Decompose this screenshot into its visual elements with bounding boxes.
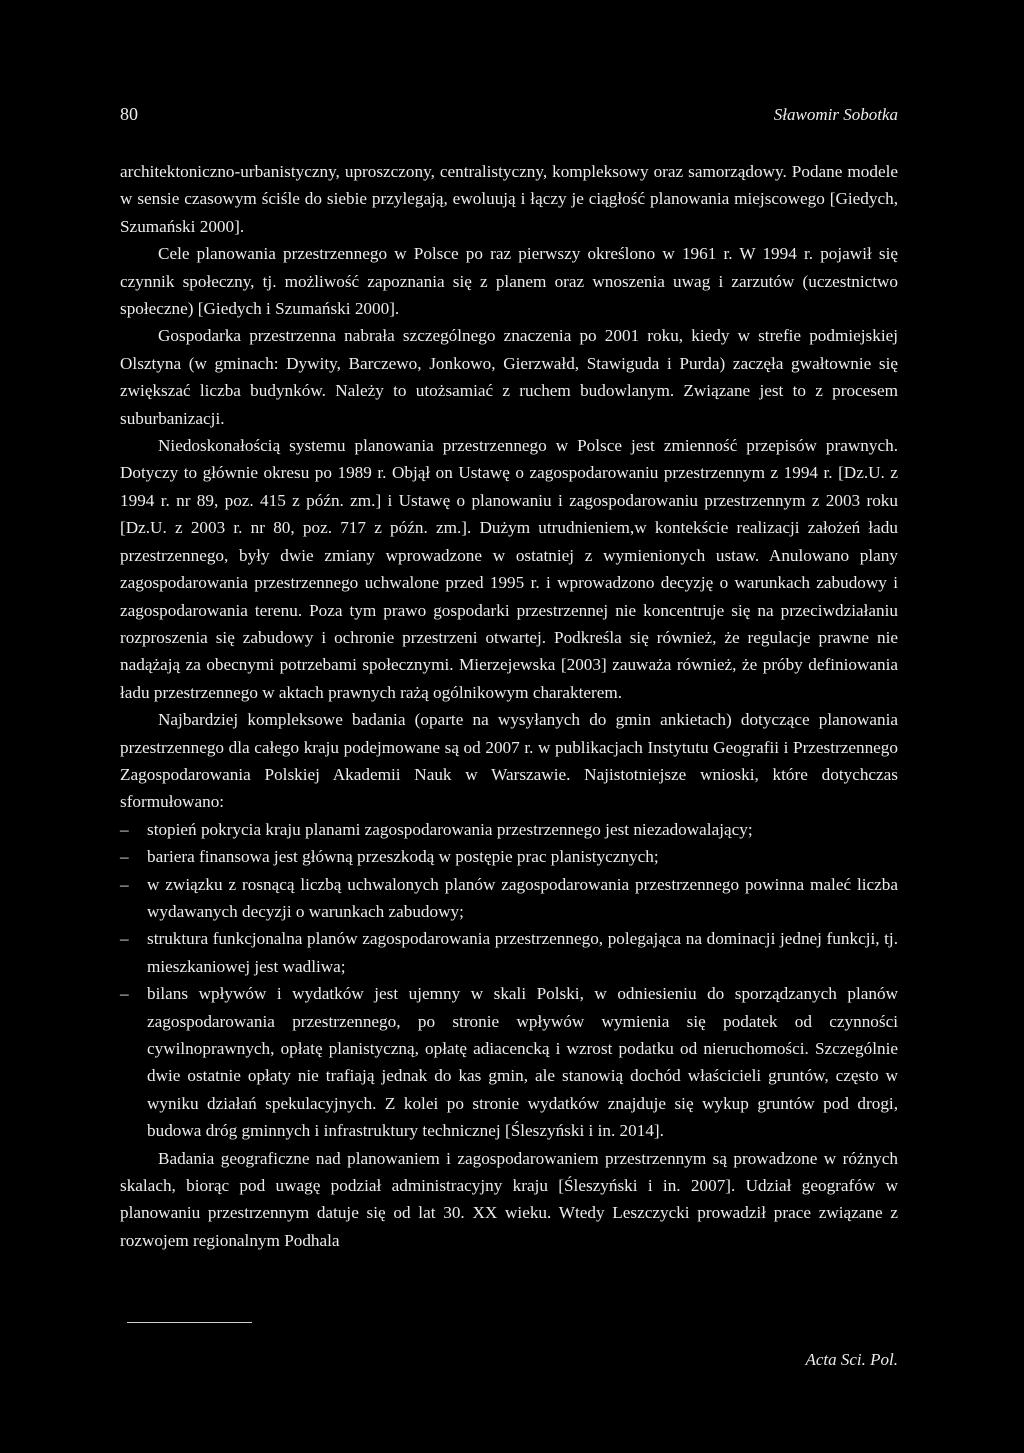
list-item: [120, 925, 898, 980]
list-item: [120, 871, 898, 926]
list-item-text: bariera finansowa jest główną przeszkodą w postępie prac planistycznych;: [147, 847, 659, 867]
list-item-text: bilans wpływów i wydatków jest ujemny w skali Polski, w odniesieniu do sporządzanych planów zagospodarowania przestrzennego, po stronie wpływów wymienia się podatek od czynności cywilnoprawnych, opłatę planistyczną, opłatę adiacencką i wzrost podatku od nieruchomości. Szczególnie dwie ostatnie opłaty nie trafiają jednak do kas gmin, ale stanowią dochód właścicieli gruntów, często w wyniku działań spekulacyjnych. Z kolei po stronie wydatków znajduje się wykup gruntów pod drogi, budowa dróg gminnych i infrastruktury technicznej [Śleszyński i in. 2014].: [147, 984, 898, 1141]
list-item: [120, 843, 898, 870]
dash-marker: –: [120, 984, 129, 1004]
list-item-text: stopień pokrycia kraju planami zagospodarowania przestrzennego jest niezadowalający;: [147, 819, 753, 839]
journal-name: Acta Sci. Pol.: [805, 1350, 898, 1369]
paragraph: architektoniczno-urbanistyczny, uproszczony, centralistyczny, kompleksowy oraz samorządowy. Podane modele w sensie czasowym ściśle do siebie przylegają, ewoluują i łączy je ciągłość planowania miejscowego [Giedych, Szumański 2000].: [120, 162, 898, 236]
article-body: [120, 158, 898, 1254]
running-author: Sławomir Sobotka: [773, 105, 898, 124]
page-footer: [120, 1322, 898, 1369]
paragraph: Niedoskonałością systemu planowania przestrzennego w Polsce jest zmienność przepisów prawnych. Dotyczy to głównie okresu po 1989 r. Objął on Ustawę o zagospodarowaniu przestrzennym z 1994 r. [Dz.U. z 1994 r. nr 89, poz. 415 z późn. zm.] i Ustawę o planowaniu i zagospodarowaniu przestrzennym z 2003 roku [Dz.U. z 2003 r. nr 80, poz. 717 z późn. zm.]. Dużym utrudnieniem,w kontekście realizacji założeń ładu przestrzennego, były dwie zmiany wprowadzone w ostatniej z wymienionych ustaw. Anulowano plany zagospodarowania przestrzennego uchwalone przed 1995 r. i wprowadzono decyzję o warunkach zabudowy i zagospodarowania terenu. Poza tym prawo gospodarki przestrzennej nie koncentruje się na przeciwdziałaniu rozproszenia się zabudowy i ochronie przestrzeni otwartej. Podkreśla się również, że regulacje prawne nie nadążają za obecnymi potrzebami społecznymi. Mierzejewska [2003] zauważa również, że próby definiowania ładu przestrzennego w aktach prawnych rażą ogólnikowym charakterem.: [120, 436, 898, 702]
findings-list: [120, 816, 898, 1145]
footer-rule: [127, 1322, 252, 1323]
paragraph: Gospodarka przestrzenna nabrała szczególnego znaczenia po 2001 roku, kiedy w strefie podmiejskiej Olsztyna (w gminach: Dywity, Barczewo, Jonkowo, Gierzwałd, Stawiguda i Purda) zaczęła gwałtownie się zwiększać liczba budynków. Należy to utożsamiać z ruchem budowlanym. Związane jest to z procesem suburbanizacji.: [120, 326, 898, 428]
list-item-text: w związku z rosnącą liczbą uchwalonych planów zagospodarowania przestrzennego powinna maleć liczba wydawanych decyzji o warunkach zabudowy;: [147, 874, 898, 921]
list-item: [120, 816, 898, 843]
list-item-text: struktura funkcjonalna planów zagospodarowania przestrzennego, polegająca na dominacji jednej funkcji, tj. mieszkaniowej jest wadliwa;: [147, 929, 898, 976]
page: [120, 104, 898, 1254]
dash-marker: –: [120, 929, 129, 949]
paragraph: Najbardziej kompleksowe badania (oparte na wysyłanych do gmin ankietach) dotyczące planowania przestrzennego dla całego kraju podejmowane są od 2007 r. w publikacjach Instytutu Geografii i Przestrzennego Zagospodarowania Polskiej Akademii Nauk w Warszawie. Najistotniejsze wnioski, które dotychczas sformułowano:: [120, 710, 898, 812]
list-item: [120, 980, 898, 1144]
dash-marker: –: [120, 819, 129, 839]
paragraph: Badania geograficzne nad planowaniem i zagospodarowaniem przestrzennym są prowadzone w różnych skalach, biorąc pod uwagę podział administracyjny kraju [Śleszyński i in. 2007]. Udział geografów w planowaniu przestrzennym datuje się od lat 30. XX wieku. Wtedy Leszczycki prowadził prace związane z rozwojem regionalnym Podhala: [120, 1148, 898, 1250]
dash-marker: –: [120, 874, 129, 894]
page-number: 80: [120, 104, 138, 124]
running-header: [120, 104, 898, 128]
dash-marker: –: [120, 847, 129, 867]
paragraph: Cele planowania przestrzennego w Polsce po raz pierwszy określono w 1961 r. W 1994 r. pojawił się czynnik społeczny, tj. możliwość zapoznania się z planem oraz wnoszenia uwag i zarzutów (uczestnictwo społeczne) [Giedych i Szumański 2000].: [120, 244, 898, 319]
